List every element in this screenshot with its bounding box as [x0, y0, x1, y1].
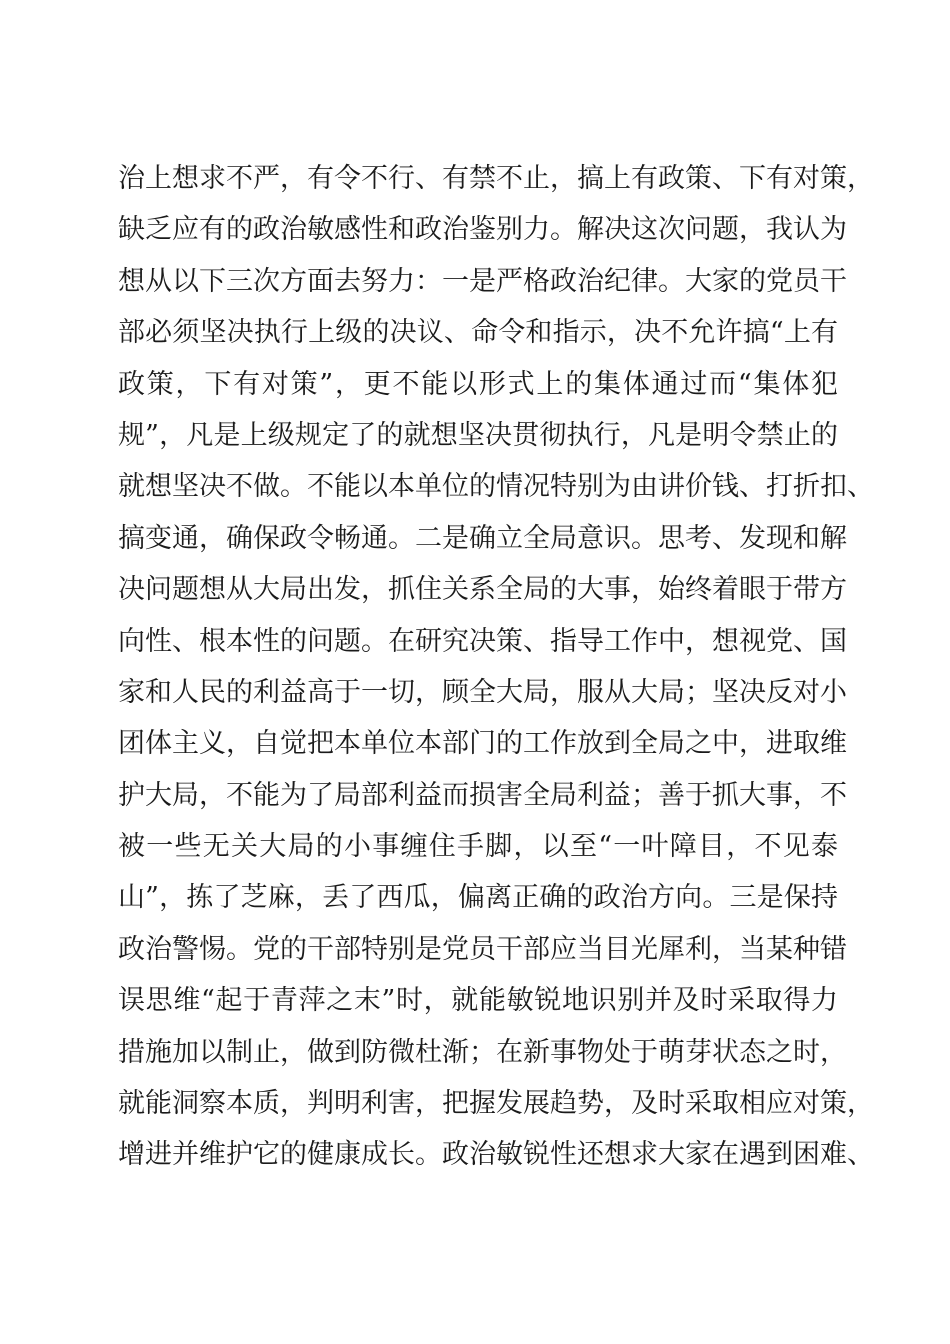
text-line: 政治警惕。党的干部特别是党员干部应当目光犀利，当某种错	[118, 933, 847, 965]
text-line: 向性、根本性的问题。在研究决策、指导工作中，想视党、国	[118, 625, 847, 657]
text-line: 部必须坚决执行上级的决议、命令和指示，决不允许搞“上有	[118, 317, 838, 349]
text-line: 山”，拣了芝麻，丢了西瓜，偏离正确的政治方向。三是保持	[118, 882, 838, 914]
text-line: 搞变通，确保政令畅通。二是确立全局意识。思考、发现和解	[118, 522, 847, 554]
text-line: 增进并维护它的健康成长。政治敏锐性还想求大家在遇到困难、	[118, 1139, 874, 1171]
text-line: 措施加以制止，做到防微杜渐；在新事物处于萌芽状态之时，	[118, 1036, 847, 1068]
text-line: 治上想求不严，有令不行、有禁不止，搞上有政策、下有对策，	[118, 163, 874, 194]
text-line: 误思维“起于青萍之末”时，就能敏锐地识别并及时采取得力	[118, 985, 838, 1017]
body-text	[118, 153, 874, 1181]
text-line: 就能洞察本质，判明利害，把握发展趋势，及时采取相应对策，	[118, 1088, 874, 1120]
text-line: 缺乏应有的政治敏感性和政治鉴别力。解决这次问题，我认为	[118, 214, 847, 246]
text-line: 想从以下三次方面去努力：一是严格政治纪律。大家的党员干	[118, 265, 847, 297]
text-line: 团体主义，自觉把本单位本部门的工作放到全局之中，进取维	[118, 728, 847, 760]
text-line: 护大局，不能为了局部利益而损害全局利益；善于抓大事，不	[118, 779, 847, 811]
text-line: 被一些无关大局的小事缠住手脚，以至“一叶障目，不见泰	[118, 831, 838, 863]
text-line: 家和人民的利益高于一切，顾全大局，服从大局；坚决反对小	[118, 676, 847, 708]
text-line: 规”，凡是上级规定了的就想坚决贯彻执行，凡是明令禁止的	[118, 419, 838, 451]
text-line: 就想坚决不做。不能以本单位的情况特别为由讲价钱、打折扣、	[118, 471, 874, 503]
text-line: 政策，下有对策”，更不能以形式上的集体通过而“集体犯	[118, 368, 838, 400]
text-line: 决问题想从大局出发，抓住关系全局的大事，始终着眼于带方	[118, 574, 847, 606]
